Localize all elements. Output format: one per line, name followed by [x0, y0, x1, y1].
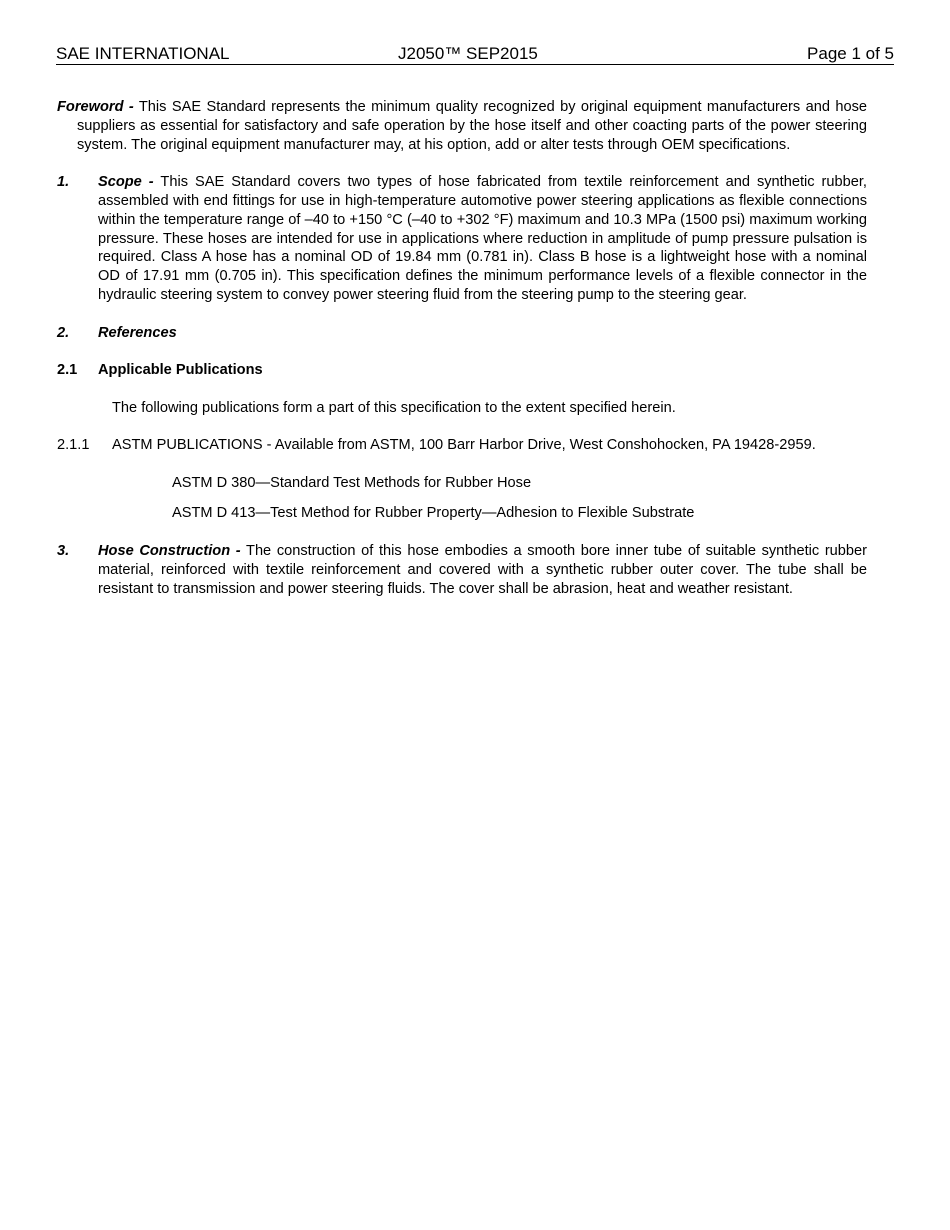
section-number: 2. [57, 324, 70, 341]
publication-item: ASTM D 380—Standard Test Methods for Rubber Hose [172, 474, 532, 491]
construction-paragraph [98, 542, 867, 598]
header-organization: SAE INTERNATIONAL [56, 44, 230, 63]
construction-text: The construction of this hose embodies a smooth bore inner tube of suitable synthetic rubber material, reinforced with textile reinforcement and covered with a synthetic rubber outer cover. The tube shall be resistant to transmission and power steering fluids. The cover shall be abrasion, heat and weather resistant. [98, 542, 868, 597]
references-heading: References [98, 324, 177, 341]
foreword-paragraph [57, 98, 867, 154]
construction-lead: Hose Construction - [98, 542, 241, 559]
section-number: 3. [57, 542, 70, 559]
section-number: 2.1 [57, 362, 78, 379]
header-page-number: Page 1 of 5 [807, 44, 894, 63]
foreword-lead: Foreword - [57, 99, 134, 115]
section-number: 2.1.1 [57, 437, 90, 454]
applicable-heading: Applicable Publications [98, 362, 263, 379]
scope-text: This SAE Standard covers two types of hose fabricated from textile reinforcement and synthetic rubber, assembled with end fittings for use in high-temperature automotive power steering applications as flexible connections within the temperature range of –40 to +150 °C (–40 to +302 °F) maximum and 10.3 MPa (1500 psi) maximum working pressure. These hoses are intended for use in applications where reduction in amplitude of pump pressure pulsation is required. Class A hose has a nominal OD of 19.84 mm (0.781 in). Class B hose is a lightweight hose with a nominal OD of 17.91 mm (0.705 in). This specification defines the minimum performance levels of a flexible connector in the hydraulic steering system to convey power steering fluid from the steering pump to the steering gear. [98, 174, 867, 303]
section-references [57, 324, 867, 343]
scope-paragraph [98, 173, 867, 305]
scope-lead: Scope - [98, 174, 154, 191]
section-hose-construction [57, 542, 867, 598]
publication-item: ASTM D 413—Test Method for Rubber Property—Adhesion to Flexible Substrate [172, 505, 695, 522]
astm-paragraph: ASTM PUBLICATIONS - Available from ASTM, 100 Barr Harbor Drive, West Conshohocken, PA 19428-2959. [112, 437, 816, 454]
page-header [56, 44, 894, 65]
section-astm-publications [57, 436, 867, 455]
header-document-id: J2050™ SEP2015 [398, 44, 538, 63]
section-number: 1. [57, 174, 70, 191]
section-applicable-publications [57, 361, 867, 380]
document-body [57, 98, 867, 598]
foreword-text: This SAE Standard represents the minimum quality recognized by original equipment manufacturers and hose suppliers as essential for satisfactory and safe operation by the hose itself and other coacting parts of the power steering system. The original equipment manufacturer may, at his option, add or alter tests through OEM specifications. [77, 99, 867, 153]
applicable-text: The following publications form a part of this specification to the extent specified herein. [112, 399, 676, 416]
section-scope [57, 173, 867, 305]
